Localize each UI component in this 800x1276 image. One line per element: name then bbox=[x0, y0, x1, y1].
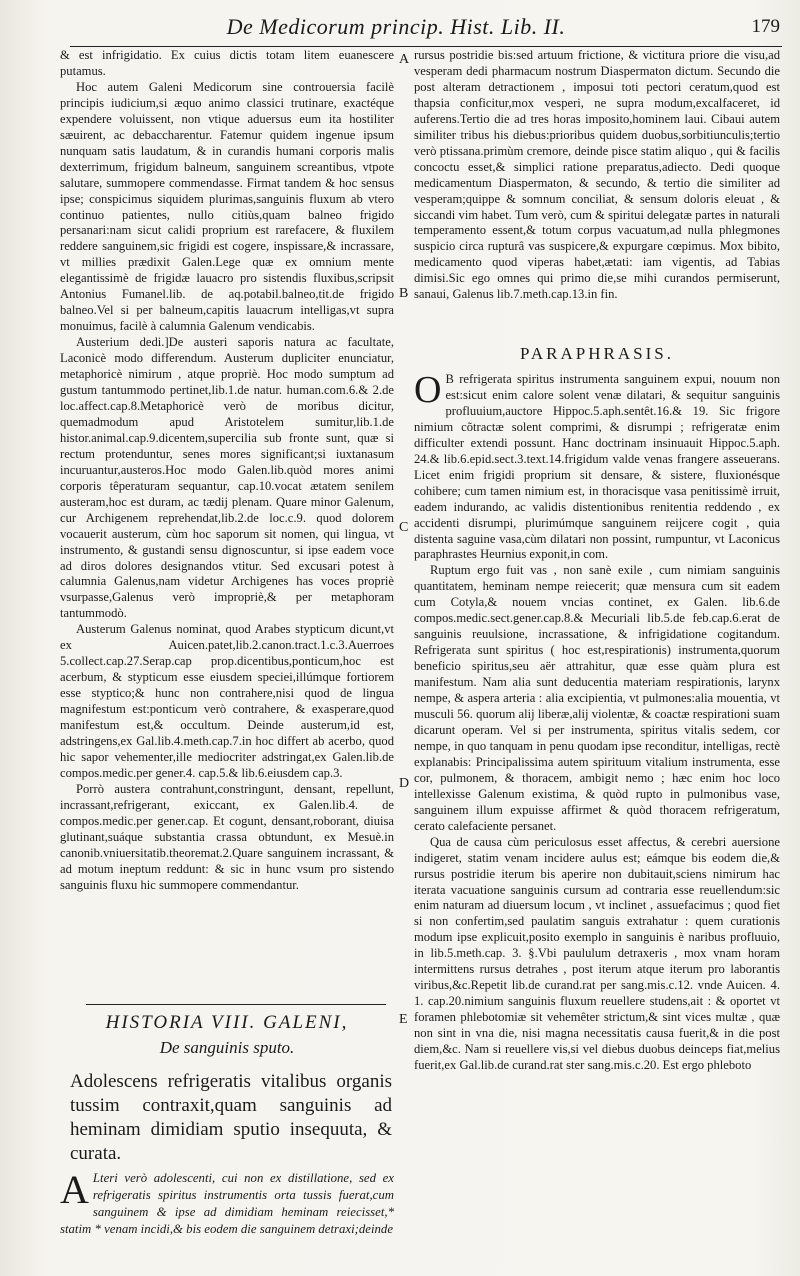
paragraph: rursus postridie bis:sed artuum frictione, & victitura priore die visu,ad vesperam dedi pharmacum nostrum Diaspermaton dictum. Secundo die post alteram detractionem , imposui toti pectori ceratum,quod est thapsia conficitur,mox vesperi, ne supra modum,excalfaceret, id auferens.Tertio die ad tres horas imposito,hominem laui. Cibaui autem similiter tribus his diebus:prioribus quidem duobus,sorbitiunculis;tertio verò ptissana.primùm cremore, deinde pisce statim aliquo , qui & facilis concoctu esset,& simplici ratione preparatus,adiecto. Dedi quoque medicamentum Diaspermaton, & secundo, & tertio die similiter ad vesperam;quippe & somnum conciliat, & sensum doloris eleuat , & siccandi vim habet. Tum verò, cum & spiritui delegatæ partes in naturali temperamento essent,& totum corpus vacuatum,ad nulla phlegmones suspicio circa rupturâ vas suspicere,& expurgare cœpimus. Mox bibito, medicamento quod viperas habet,ætati: iam vigentis, ad Tabias dimisi.Sic ego omnes qui primo die,se mihi curandos permiserunt, sanaui, Galenus lib.7.meth.cap.13.in fin. bbox=[414, 48, 780, 302]
right-column-body bbox=[414, 372, 780, 1268]
margin-letter-c: C bbox=[399, 520, 409, 535]
historia-body: Lteri verò adolescenti, cui non ex distillatione, sed ex refrigeratis spiritus instrumentis orta tussis fuerat,cum sanguinem & ipse ad dimidiam heminam reiecisset,* statim * venam incidi,& bis eodem die sanguinem detraxi;deinde bbox=[60, 1171, 394, 1236]
paragraph: Austerum Galenus nominat, quod Arabes stypticum dicunt,vt ex Auicen.patet,lib.2.canon.tract.1.c.3.Auerroes 5.collect.cap.27.Serap.cap prop.dicentibus,ponticum,hoc est acerbum, & stypticum esse eiusdem speciei,illúmque fortiorem esse styptico;& hunc non contrahere,nisi quod de lingua magnifestum est:ponticum verò contrahere, & exasperare,quod manifestum est,& occultum. Deinde austerum,id est, adstringens,ex Gal.lib.4.meth.cap.7.in hoc differt ab acerbo, quod hic sapor vehementer,ille mediocriter adstringat,ex Galen.lib.de compos.medic.per gener.4. cap.5.& lib.6.eiusdem cap.3. bbox=[60, 622, 394, 780]
historia-text bbox=[60, 1170, 394, 1270]
paraphrasis-heading: PARAPHRASIS. bbox=[520, 344, 674, 363]
margin-letter-e: E bbox=[399, 1012, 408, 1027]
margin-letter-b: B bbox=[399, 286, 409, 301]
paragraph: Hoc autem Galeni Medicorum sine controuersia facilè principis iudicium,si æquo animo classici trutinare, exactéque expendere voluissent, non vtique aduersus eum ita hostiliter sæuirent, ac debaccharentur. Fatemur quidem ingenue ipsum nunquam satis laudatum, & in curandis humani corporis malis dexterrimum, frigidum balneum, sanguinem screantibus, vtpote salutare, summopere commendasse. Firmat tandem & hoc sensus ipse; conspicimus siquidem plurimas,sanguinis fluxum ab vtero continuo patientes, nullo citiùs,quam balneo frigido persanari:nam sicut calidi proprium est rarefacere, & fluxilem reddere sanguinem,sic frigidi est cogere, inspissare,& incrassare, vt millies prædixit Galen.Lege quæ ex omnium mente elegantissimè de frigidæ lauacro pro sistendis fluxibus,scripsit Antonius Fumanel.lib. de aq.potabil.balneo,tit.de frigido balneo.Vel si per balneum,capitis lauacrum intelligas,vt supra monuimus, facilè à calumnia Galenum vendicabis. bbox=[60, 79, 394, 334]
historia-title: HISTORIA VIII. GALENI, bbox=[105, 1012, 349, 1033]
section-divider bbox=[86, 1004, 386, 1005]
paragraph: Qua de causa cùm periculosus esset affectus, & cerebri auersione indigeret, statim venam incidere aulus est; eámque bis eodem die,& rursus postridie iterum bis aperire non dubitauit,sciens nimirum hac iterata vacuatione sanguinis cursum ad contraria esse reuellendum:sic enim naturam ad diuersum locum , vt inclinet , assuefacimus ; quod fiet si non confertim,sed paulatim sanguis extrahatur : quem curationis modum ipse explicuit,posito exemplo in sanguinis è naribus profluuio, in lib.5.meth.cap. 3. §.Vbi paululum detraxeris , mox vnam horam intermittens rursus detrahes , post iterum atque iterum pro laborantis viribus,&c.Repetit lib.de curand.rat per sang.mis.c.12. vnde Auicen. 4. 1. cap.20.nimium sanguinis fluxum reuellere studens,ait : & oportet vt foramen phlebotomiæ sit vehemêter strictum,& sint vices multæ , quæ non sint in vna die, nisi magna necessitatis causa fuerit,& in die post diem,&c. Nam si reuellere vis,si vel diebus duobus deinceps fiat,melius fuerit,ex Gal.lib.de curand.rat ster sang.mis.c.20. Est ergo phleboto bbox=[414, 834, 780, 1072]
right-column-top bbox=[414, 48, 780, 338]
paragraph: Porrò austera contrahunt,constringunt, densant, repellunt, incrassant,refrigerant, exiccant, ex Galen.lib.4. de compos.medic.per gener.cap. Et cogunt, densant,roborant, diuisa glutinant,suáque substantia crassa obtundunt, ex Mesuè.in canonib.vniuersitatib.theoremat.2.Quare sanguinem incrassant, & ad motum ineptum reddunt: & sic in hunc vsum pro sistendo sanguinis fluxu hic summopere commendantur. bbox=[60, 781, 394, 892]
historia-summary: Adolescens refrigeratis vitalibus organis tussim contraxit,quam sanguinis ad heminam dimidiam sputio insequuta, & curata. bbox=[70, 1071, 392, 1164]
historia-subtitle: De sanguinis sputo. bbox=[159, 1038, 295, 1057]
paragraph bbox=[414, 372, 780, 563]
running-title: De Medicorum princip. Hist. Lib. II. bbox=[226, 14, 566, 39]
page-header bbox=[70, 10, 782, 47]
paragraph: Austerium dedi.]De austeri saporis natura ac facultate, Laconicè modo differendum. Austerum dupliciter enunciatur, metaphoricè nimirum , atque propriè. Hoc modo sumptum ad gustum tantummodo pertinet,lib.1.de natur. human.com.6.& 2.de loc.affect.cap.8.Metaphoricè verò de moribus dicitur, quemadmodum apud Aristotelem sumitur,lib.1.de histor.animal.cap.9.dicentem,supercilia sub fronte sunt, quæ si rectum protenduntur, senes mores significant;si iuxtanasum incuruantur,austeros.Hoc modo Galen.lib.quòd mores animi corporis têperaturam sequantur, cap.10.vocat ætatem senilem austeram,hoc est duram, ac tædij plenam. Quare minor Galenum, cur Archigenem reprehendat,lib.2.de loc.c.9. quod dolorem vocauerit austerum, cùm hoc saporum sit nomen, qui lingua, vt instrumento, & gustandi sensu dignoscuntur, si ipse eadem voce ad diros dolores designandos vtitur. Sed excusari potest à calumnia Galenus,nam videtur Archigenes has voces propriè vsurpasse,Galenus verò impropriè,& per metaphoram tantummodò. bbox=[60, 335, 394, 621]
margin-letter-d: D bbox=[399, 776, 410, 791]
drop-cap: A bbox=[60, 1170, 89, 1212]
paragraph: & est infrigidatio. Ex cuius dictis totam litem euanescere putamus. bbox=[60, 48, 394, 78]
drop-cap: O bbox=[414, 372, 442, 411]
paragraph: Ruptum ergo fuit vas , non sanè exile , cum nimiam sanguinis quantitatem, heminam nempe reiecerit; quæ mensura cum sit eadem cum Cotyla,& nouem vncias continet, ex Galen. lib.6.de compos.medic.sect.gener.cap.8.& Mecuriali lib.5.de feb.cap.6.erat de sanguinis reuulsione, incrassatione, & infrigidatione cogitandum. Refrigerata sunt spiritus ( hoc est,respirationis) instrumenta,quorum beneficio spiritus,seu aër attrahitur, quæ esse quàm plura est manifestum. Nam alia sunt deducentia materiam respirationis, larynx nempe, & aspera arteria : alia excipientia, vt pulmones:alia mouentia, vt musculi 56. quorum alij liberæ,alij violentæ, & coactæ respirationi suam dicarunt operam. Vel si per instrumenta, spiritus vitalis sedem, cor nempe, in quo tanquam in penu quodam ipse reconditur, intelligas, rectè explanabis: Principalissima autem spirituum vitalium instrumenta, esse cor, pulmonem, & thoracem, ambigit nemo ; hæc enim hoc loco intellexisse Galenum existima, & quòd rupto in pulmonibus vase, sanguinem illum expuisse affirmet & quòd thoracem refrigeratum, cerato calefaciente persanet. bbox=[414, 563, 780, 833]
margin-letter-a: A bbox=[399, 52, 410, 67]
left-column bbox=[60, 48, 394, 998]
page-number: 179 bbox=[751, 16, 780, 37]
paragraph-text: B refrigerata spiritus instrumenta sanguinem expui, nouum non est:sicut enim calore solent venæ dilatari, & sequitur sanguinis profluuium,auctore Hippoc.5.aph.sentêt.16.& 19. Sic frigore nimium cõtractæ solent comprimi, & disrumpi ; refrigeratæ enim difficulter extendi possunt. Hanc doctrinam insinuauit Hippoc.5.aph. 24.& lib.6.epid.sect.3.text.14.frigidum valde venas frangere asseuerans. Licet enim frigidi proprium sit densare, & sistere, fluxionésque cohibere; cum tamen nimium est, in thoracisque vasa penitissimè irruit, eadem indurando, ac validis distentionibus renitentia reddendo , ex accidenti disrumpi, plurimúmque sanguinem reijcere cogit , quia distenta saguine vasa,cùm dilatari non possint, rumpuntur, vt Laconicus paraphrastes Heurnius exponit,in com. bbox=[414, 372, 780, 562]
